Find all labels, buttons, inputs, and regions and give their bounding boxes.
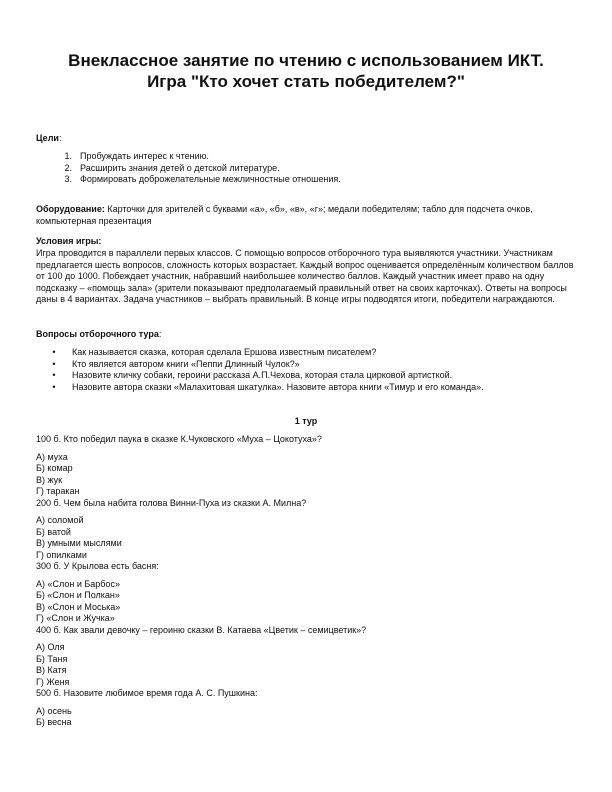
questions-section <box>36 434 576 729</box>
list-text: Назовите кличку собаки, героини рассказа А.П.Чехова, которая стала цирковой артисткой. <box>72 370 453 380</box>
list-item <box>36 174 576 186</box>
equipment-paragraph <box>36 204 576 227</box>
list-text: Расширить знания детей о детской литературе. <box>80 162 280 173</box>
answer-option: Б) «Слон и Полкан» <box>36 590 120 600</box>
bullet-icon: • <box>52 381 56 392</box>
answer-option: Б) весна <box>36 717 72 727</box>
goals-colon: : <box>58 133 62 143</box>
answer-option: Г) таракан <box>36 486 80 496</box>
list-item <box>36 151 576 163</box>
equipment-label: Оборудование: <box>36 204 105 214</box>
answer-option: В) жук <box>36 474 63 485</box>
tour-heading: 1 тур <box>294 416 318 426</box>
answer-option: А) осень <box>36 705 72 716</box>
list-item <box>36 359 576 371</box>
list-text: Как называется сказка, которая сделала Ершова известным писателем? <box>72 347 377 357</box>
answer-option: А) Оля <box>36 642 65 652</box>
answer-option: А) «Слон и Барбос» <box>36 578 120 589</box>
list-item <box>36 370 576 382</box>
bullet-icon: • <box>52 370 56 380</box>
question-text: 300 б. У Крылова есть басня: <box>36 561 159 571</box>
answer-option: Б) Таня <box>36 653 68 664</box>
answer-option: Г) «Слон и Жучка» <box>36 613 115 623</box>
answer-option: А) муха <box>36 451 68 462</box>
bullet-icon: • <box>52 358 56 369</box>
qualifying-heading <box>36 329 576 341</box>
list-text: Пробуждать интерес к чтению. <box>80 151 209 161</box>
list-text: Назовите автора сказки «Малахитовая шкатулка». Назовите автора книги «Тимур и его команда». <box>72 381 484 392</box>
title-line-2: Игра "Кто хочет стать победителем?" <box>147 72 465 91</box>
list-number: 1. <box>64 151 72 161</box>
title-line-1: Внеклассное занятие по чтению с использованием ИКТ. <box>68 51 544 70</box>
list-number: 2. <box>64 162 72 173</box>
conditions-heading: Условия игры: <box>36 236 102 246</box>
answer-option: Г) опилками <box>36 549 87 560</box>
answer-option: Г) Женя <box>36 676 70 687</box>
page-title <box>20 50 592 92</box>
question-text: 400 б. Как звали девочку – героиню сказки В. Катаева «Цветик – семицветик»? <box>36 624 367 635</box>
list-text: Формировать доброжелательные межличностные отношения. <box>80 174 341 184</box>
qualifying-list <box>36 347 576 393</box>
list-item <box>36 382 576 394</box>
goals-heading <box>36 133 576 145</box>
question-text: 200 б. Чем была набита голова Винни-Пуха из сказки А. Милна? <box>36 497 307 508</box>
list-number: 3. <box>64 174 72 184</box>
qualifying-label: Вопросы отборочного тура <box>36 329 159 339</box>
equipment-text: Карточки для зрителей с буквами «а», «б», «в», «г»; медали победителям; табло для подсчета очков, компьютерная презентация <box>36 204 533 226</box>
goals-list <box>36 151 576 186</box>
list-text: Кто является автором книги «Пеппи Длинный Чулок?» <box>72 358 300 369</box>
bullet-icon: • <box>52 347 56 357</box>
qualifying-colon: : <box>158 329 162 339</box>
question-text: 500 б. Назовите любимое время года А. С. Пушкина: <box>36 688 258 698</box>
list-item <box>36 163 576 175</box>
answer-option: А) соломой <box>36 515 84 525</box>
answer-option: В) умными мыслями <box>36 538 122 548</box>
question-text: 100 б. Кто победил паука в сказке К.Чуковского «Муха – Цокотуха»? <box>36 434 322 444</box>
conditions-text: Игра проводится в параллели первых классов. С помощью вопросов отборочного тура выявляются участники. Участникам предлагается шесть вопросов, сложность которых возрастает. Каждый вопрос оценивается определённым количеством баллов от 100 до 1000. Побеждает участник, набравший наибольшее количество баллов. Каждый участник имеет право на одну подсказку – «помощь зала» (зрители показывают предполагаемый правильный ответ на своих карточках). Ответы на вопросы даны в 4 вариантах. Задача участников – выбрать правильный. В конце игры подводятся итоги, победители награждаются. <box>36 248 574 304</box>
answer-option: В) «Слон и Моська» <box>36 601 121 612</box>
goals-label: Цели <box>36 133 59 143</box>
answer-option: Б) комар <box>36 463 73 473</box>
answer-option: В) Катя <box>36 665 67 675</box>
answer-option: Б) ватой <box>36 526 71 537</box>
list-item <box>36 347 576 359</box>
